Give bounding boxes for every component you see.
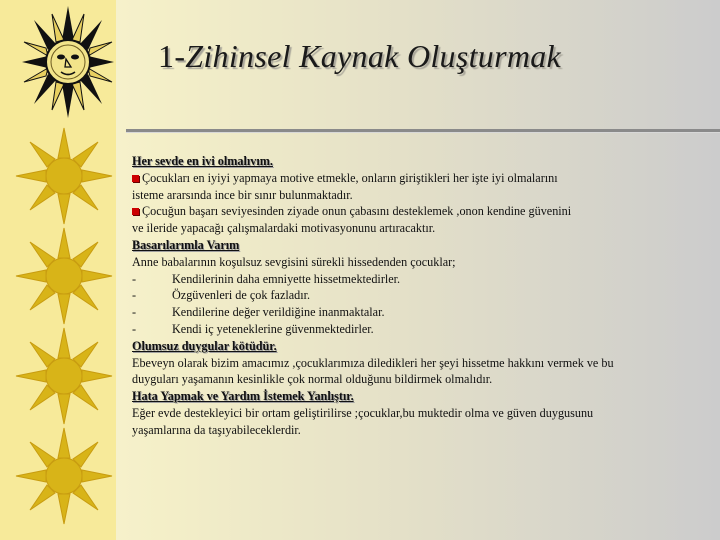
- dash-marker: -: [132, 288, 137, 303]
- slide-title: [158, 38, 561, 75]
- dash-item: [132, 271, 702, 288]
- dash-item: [132, 321, 702, 338]
- paragraph-text: ve ileride yapacağı çalışmalardaki motivasyonunu artıracaktır.: [132, 221, 436, 236]
- sun-icon: [14, 326, 116, 426]
- paragraph-text: Çocukları en iyiyi yapmaya motive etmekle, onların giriştikleri her işte iyi olmalarını: [142, 170, 558, 185]
- paragraph-text: Anne babalarının koşulsuz sevgisini sürekli hissedenden çocuklar;: [132, 254, 456, 269]
- sun-face-icon: [20, 4, 116, 120]
- sun-icon: [14, 426, 116, 526]
- bullet-paragraph: [132, 203, 702, 220]
- section-heading: Basarılarımla Varım: [132, 237, 240, 252]
- dash-item-text: Özgüvenleri de çok fazladır.: [172, 288, 311, 303]
- dash-item-text: Kendi iç yeteneklerine güvenmektedirler.: [172, 321, 374, 336]
- dash-marker: -: [132, 321, 137, 336]
- title-divider: [126, 129, 720, 132]
- dash-item: [132, 304, 702, 321]
- paragraph-text: Çocuğun başarı seviyesinden ziyade onun çabasını desteklemek ,onon kendine güvenini: [142, 204, 572, 219]
- paragraph-text: isteme ararsında ince bir sınır bulunmaktadır.: [132, 187, 353, 202]
- paragraph-text: duyguları yaşamanın kesinlikle çok normal olduğunu bildirmek olmalıdır.: [132, 372, 493, 387]
- paragraph-text: Eğer evde destekleyici bir ortam geliştirilirse ;çocuklar,bu muktedir olma ve güven duygusunu: [132, 405, 594, 420]
- dash-marker: -: [132, 305, 137, 320]
- bullet-paragraph: [132, 170, 702, 187]
- slide-title-number: 1: [158, 38, 175, 74]
- sun-icon: [14, 226, 116, 326]
- section-heading: Olumsuz duygular kötüdür.: [132, 338, 277, 353]
- square-bullet-icon: [132, 208, 139, 215]
- dash-marker: -: [132, 271, 137, 286]
- square-bullet-icon: [132, 175, 139, 182]
- slide-body: [132, 153, 702, 439]
- paragraph-text: Ebeveyn olarak bizim amacımız ,çocuklarımıza diledikleri her şeyi hissetme hakkını vermek ve bu: [132, 355, 614, 370]
- section-heading: Her sevde en ivi olmalıvım.: [132, 154, 273, 168]
- slide-title-text: -Zihinsel Kaynak Oluşturmak: [174, 38, 562, 74]
- sun-icon: [14, 126, 116, 226]
- dash-item-text: Kendilerinin daha emniyette hissetmektedirler.: [172, 271, 401, 286]
- dash-item-text: Kendilerine değer verildiğine inanmaktalar.: [172, 305, 385, 320]
- paragraph-text: yaşamlarına da taşıyabileceklerdir.: [132, 422, 301, 437]
- section-heading: Hata Yapmak ve Yardım İstemek Yanlıştır.: [132, 389, 354, 404]
- dash-item: [132, 287, 702, 304]
